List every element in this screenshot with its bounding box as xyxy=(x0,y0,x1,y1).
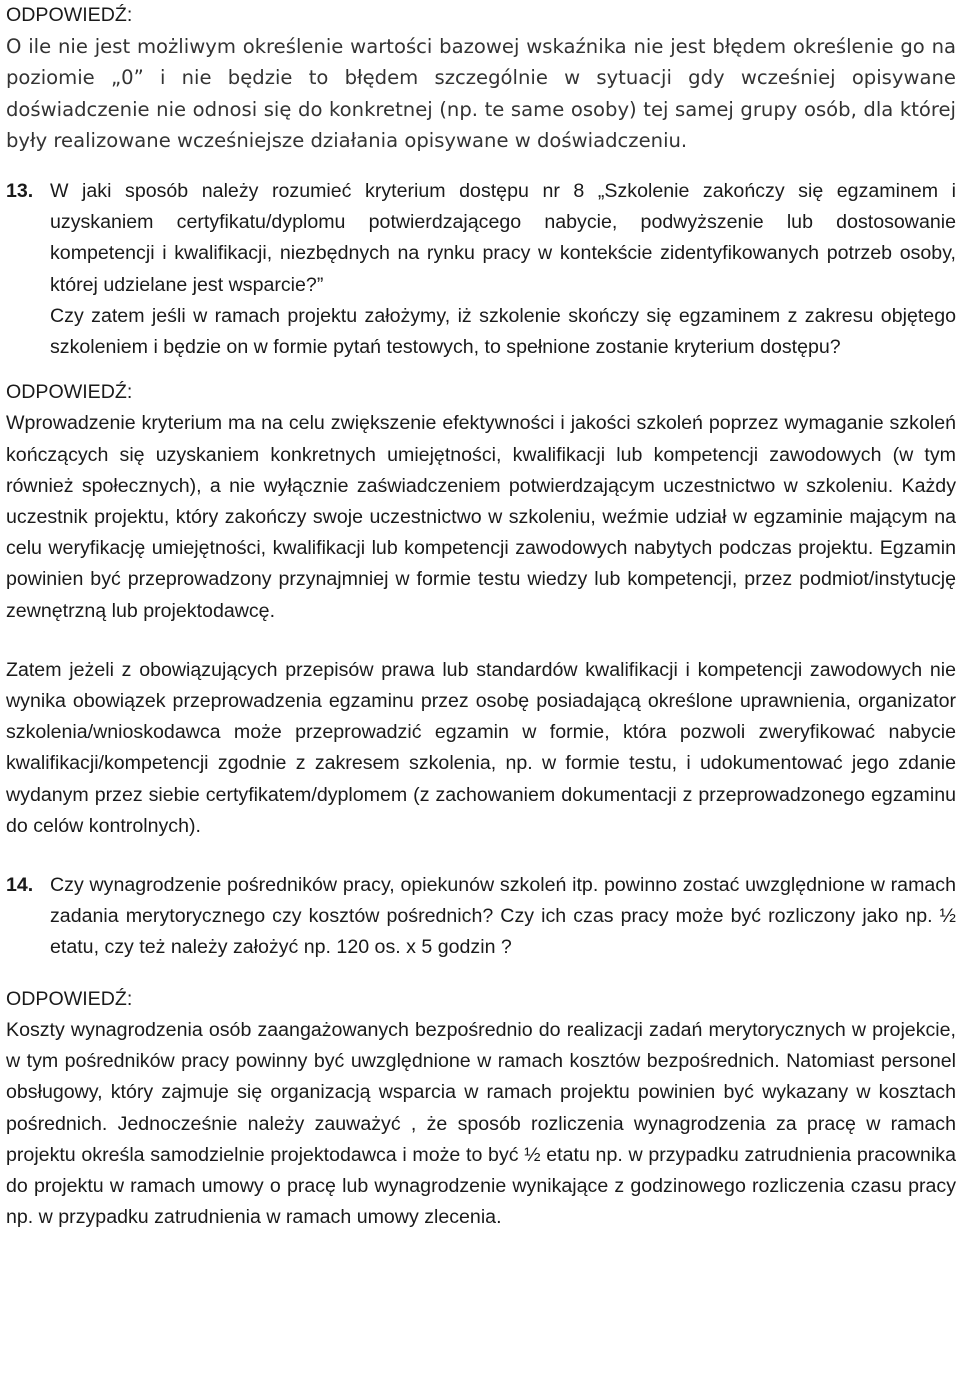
answer-heading: ODPOWIEDŹ: xyxy=(6,381,133,404)
answer-paragraph-1: Wprowadzenie kryterium ma na celu zwiększenie efektywności i jakości szkoleń poprzez wymaganie szkoleń kończących się uzyskaniem konkretnych umiejętności, kwalifikacji lub kompetencji zawodowych (w tym również społecznych), a nie wyłącznie zaświadczeniem potwierdzającym uczestnictwo w szkoleniu. Każdy uczestnik projektu, który zakończy swoje uczestnictwo w szkoleniu, weźmie udział w egzaminie mającym na celu weryfikację umiejętności, kwalifikacji lub kompetencji zawodowych nabytych podczas projektu. Egzamin powinien być przeprowadzony przynajmniej w formie testu wiedzy lub kompetencji, przez podmiot/instytucję zewnętrzną lub projektodawcę. xyxy=(6,412,956,622)
question-followup: Czy zatem jeśli w ramach projektu założymy, iż szkolenie skończy się egzaminem z zakresu objętego szkoleniem i będzie on w formie pytań testowych, to spełnione zostanie kryterium dostępu? xyxy=(50,304,956,359)
question-text: Czy wynagrodzenie pośredników pracy, opiekunów szkoleń itp. powinno zostać uwzględnione w ramach zadania merytorycznego czy kosztów pośrednich? Czy ich czas pracy może być rozliczony jako np. ½ etatu, czy też należy założyć np. 120 os. x 5 godzin ? xyxy=(50,874,956,959)
answer-section-12 xyxy=(6,0,956,156)
answer-section-13 xyxy=(6,377,956,842)
question-number: 13. xyxy=(6,180,34,203)
answer-heading: ODPOWIEDŹ: xyxy=(6,987,133,1010)
answer-paragraph-2: Zatem jeżeli z obowiązujących przepisów prawa lub standardów kwalifikacji i kompetencji zawodowych nie wynika obowiązek przeprowadzenia egzaminu przez osobę posiadającą określone uprawnienia, organizator szkolenia/wnioskodawca może przeprowadzić egzamin w formie, która pozwoli zweryfikować nabycie kwalifikacji/kompetencji zgodnie z zakresem szkolenia, np. w formie testu, i udokumentować jego zdanie wydanym przez siebie certyfikatem/dyplomem (z zachowaniem dokumentacji z przeprowadzonego egzaminu do celów kontrolnych). xyxy=(6,658,956,837)
document-page xyxy=(6,0,956,1233)
question-13 xyxy=(6,176,956,363)
question-14 xyxy=(6,870,956,964)
question-number: 14. xyxy=(6,874,34,897)
question-text: W jaki sposób należy rozumieć kryterium dostępu nr 8 „Szkolenie zakończy się egzaminem i uzyskaniem certyfikatu/dyplomu potwierdzającego nabycie, podwyższenie lub dostosowanie kompetencji i kwalifikacji, niezbędnych na rynku pracy w kontekście zidentyfikowanych potrzeb osoby, której udzielane jest wsparcie?” xyxy=(50,180,956,296)
answer-text: O ile nie jest możliwym określenie wartości bazowej wskaźnika nie jest błędem określenie go na poziomie „0” i nie będzie to błędem szczególnie w sytuacji gdy wcześniej opisywane doświadczenie nie odnosi się do konkretnej (np. te same osoby) tej samej grupy osób, dla której były realizowane wcześniejsze działania opisywane w doświadczeniu. xyxy=(6,35,956,152)
answer-section-14 xyxy=(6,984,956,1234)
answer-text: Koszty wynagrodzenia osób zaangażowanych bezpośrednio do realizacji zadań merytorycznych w projekcie, w tym pośredników pracy powinny być uwzględnione w ramach kosztów bezpośrednich. Natomiast personel obsługowy, który zajmuje się organizacją wsparcia w ramach projektu powinien być wykazany w kosztach pośrednich. Jednocześnie należy zauważyć , że sposób rozliczenia wynagrodzenia za pracę w ramach projektu określa samodzielnie projektodawca i może to być ½ etatu np. w przypadku zatrudnienia pracownika do projektu w ramach umowy o pracę lub wynagrodzenie wynikające z godzinowego rozliczenia czasu pracy np. w przypadku zatrudnienia w ramach umowy zlecenia. xyxy=(6,1018,956,1229)
answer-heading: ODPOWIEDŹ: xyxy=(6,4,133,26)
